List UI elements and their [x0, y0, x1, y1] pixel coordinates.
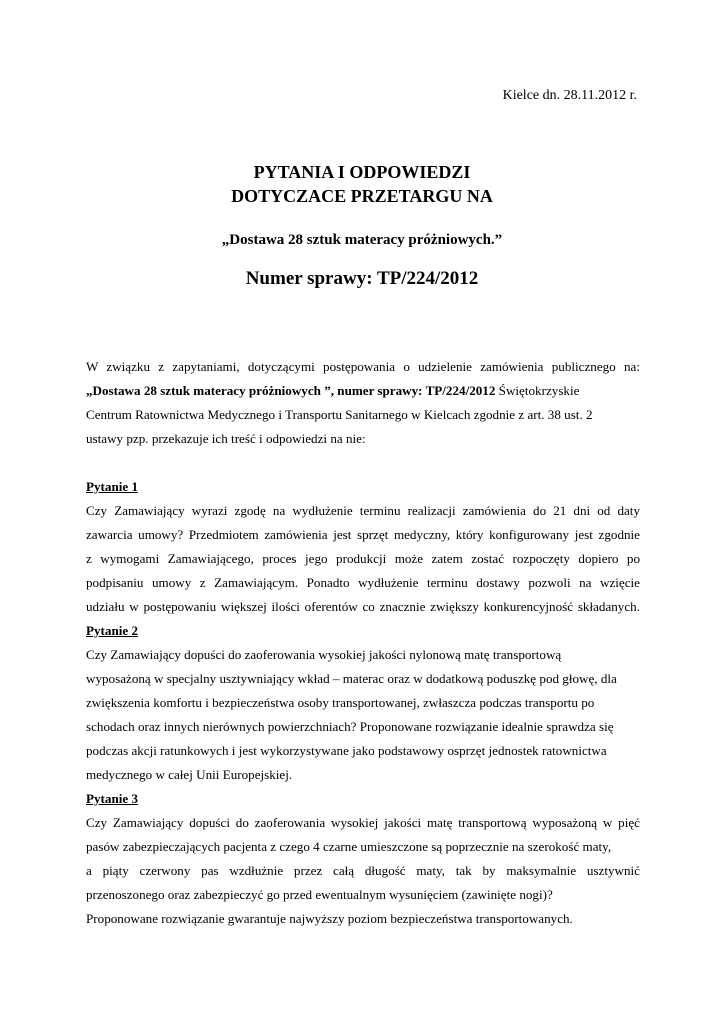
- title-line-1: PYTANIA I ODPOWIEDZI: [253, 162, 471, 182]
- question-1-line: zawarcia umowy? Przedmiotem zamówienia jest sprzęt medyczny, który konfigurowany jest zgodnie: [86, 527, 640, 542]
- question-3-line: Czy Zamawiający dopuści do zaoferowania wysokiej jakości matę transportową wyposażoną w pięć: [86, 815, 640, 830]
- spacer: [86, 451, 640, 475]
- intro-line-4: ustawy pzp. przekazuje ich treść i odpowiedzi na nie:: [86, 431, 366, 446]
- tender-subject: „Dostawa 28 sztuk materacy próżniowych.”: [221, 232, 503, 248]
- question-2-heading: Pytanie 2: [86, 623, 139, 638]
- question-2-line: wyposażoną w specjalny usztywniający wkład – materac oraz w dodatkową poduszkę pod głowę, dla: [86, 671, 617, 686]
- question-2-line: podczas akcji ratunkowych i jest wykorzystywane jako podstawowy osprzęt jednostek ratownictwa: [86, 743, 607, 758]
- question-1-line: podpisaniu umowy z Zamawiającym. Ponadto wydłużenie terminu dostawy pozwoli na wzięcie: [86, 575, 640, 590]
- question-1-line: Czy Zamawiający wyrazi zgodę na wydłużenie terminu realizacji zamówienia do 21 dni od daty: [86, 503, 640, 518]
- intro-line-2-rest: Świętokrzyskie: [495, 383, 580, 398]
- question-1-line: udziału w postępowaniu większej ilości oferentów co znacznie zwiększy konkurencyjność składanych.: [86, 599, 640, 614]
- intro-paragraph: [86, 355, 640, 931]
- title-line-2: DOTYCZACE PRZETARGU NA: [231, 186, 493, 206]
- intro-bold-subject: „Dostawa 28 sztuk materacy próżniowych ”, numer sprawy: TP/224/2012: [86, 383, 496, 398]
- question-3-heading: Pytanie 3: [86, 791, 139, 806]
- question-2-line: medycznego w całej Unii Europejskiej.: [86, 767, 293, 782]
- intro-line-3: Centrum Ratownictwa Medycznego i Transportu Sanitarnego w Kielcach zgodnie z art. 38 ust. 2: [86, 407, 593, 422]
- question-2-line: schodach oraz innych nierównych powierzchniach? Proponowane rozwiązanie idealnie sprawdza się: [86, 719, 614, 734]
- document-date: Kielce dn. 28.11.2012 r.: [502, 88, 637, 103]
- question-2-line: zwiększenia komfortu i bezpieczeństwa osoby transportowanej, zwłaszcza podczas transportu po: [86, 695, 595, 710]
- question-3-line: a piąty czerwony pas wzdłużnie przez całą długość maty, tak by maksymalnie usztywnić: [86, 863, 640, 878]
- question-3-line: przenoszonego oraz zabezpieczyć go przed ewentualnym wysunięciem (zawinięte nogi)?: [86, 887, 553, 902]
- question-3-line: Proponowane rozwiązanie gwarantuje najwyższy poziom bezpieczeństwa transportowanych.: [86, 911, 573, 926]
- intro-line-2: [86, 379, 640, 403]
- question-1-line: z wymogami Zamawiającego, proces jego produkcji może zatem zostać rozpoczęty dopiero po: [86, 551, 640, 566]
- question-1-heading: Pytanie 1: [86, 479, 139, 494]
- question-3-line: pasów zabezpieczających pacjenta z czego 4 czarne umieszczone są poprzecznie na szerokość maty,: [86, 839, 612, 854]
- intro-line-1: W związku z zapytaniami, dotyczącymi postępowania o udzielenie zamówienia publicznego na:: [86, 359, 640, 374]
- case-number: Numer sprawy: TP/224/2012: [245, 268, 479, 289]
- question-2-line: Czy Zamawiający dopuści do zaoferowania wysokiej jakości nylonową matę transportową: [86, 647, 562, 662]
